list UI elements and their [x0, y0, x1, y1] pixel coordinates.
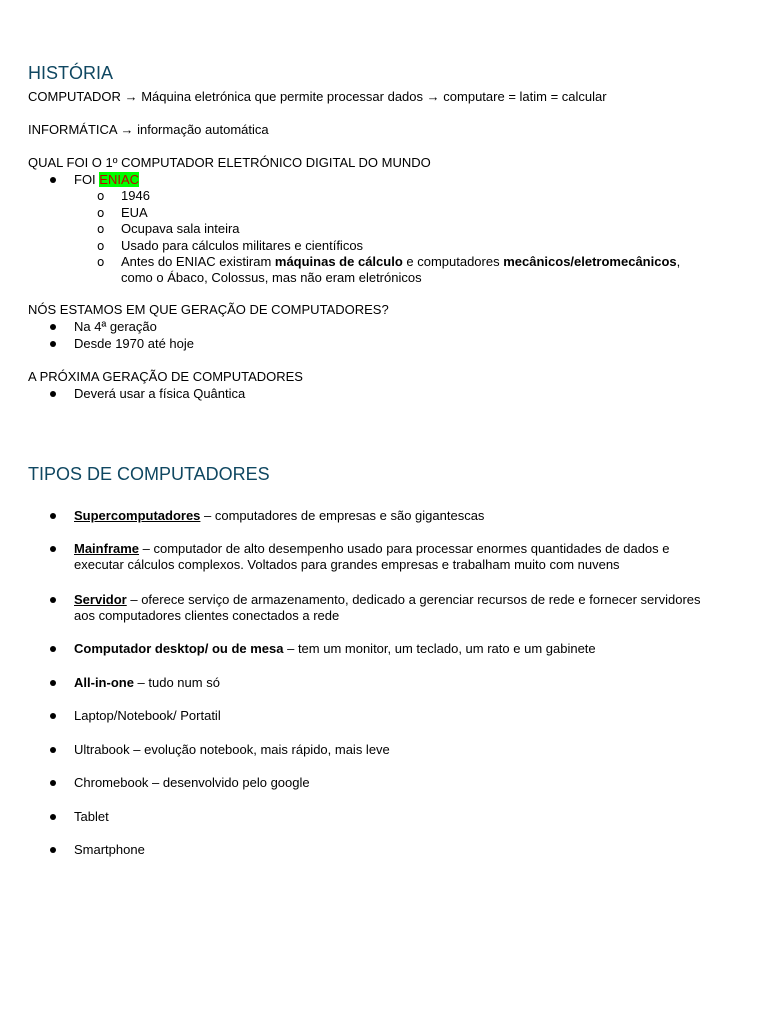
bullet-icon [50, 847, 56, 853]
section-title-historia: HISTÓRIA [28, 63, 114, 83]
type-item-supercomputadores: Supercomputadores – computadores de empresas e são gigantescas [74, 508, 485, 523]
type-item-desktop: Computador desktop/ ou de mesa – tem um monitor, um teclado, um rato e um gabinete [74, 641, 596, 656]
informatica-definition: INFORMÁTICA → informação automática [28, 122, 269, 137]
bullet-icon [50, 680, 56, 686]
bullet-icon [50, 597, 56, 603]
arrow-icon: → [426, 89, 440, 104]
first-computer-answer: FOI ENIAC [74, 172, 140, 187]
bullet-icon [50, 646, 56, 652]
arrow-icon: → [124, 89, 138, 104]
type-item-tablet: Tablet [74, 809, 109, 824]
sub-bullet-icon: o [97, 255, 105, 269]
next-generation-question: A PRÓXIMA GERAÇÃO DE COMPUTADORES [28, 369, 303, 384]
type-item-all-in-one: All-in-one – tudo num só [74, 675, 220, 690]
type-item-servidor-cont: aos computadores clientes conectados a rede [74, 608, 340, 623]
type-item-laptop: Laptop/Notebook/ Portatil [74, 708, 221, 723]
eniac-detail: 1946 [121, 188, 150, 203]
bullet-icon [50, 814, 56, 820]
sub-bullet-icon: o [97, 206, 105, 220]
type-item-ultrabook: Ultrabook – evolução notebook, mais rápido, mais leve [74, 742, 390, 757]
type-item-smartphone: Smartphone [74, 842, 145, 857]
eniac-detail: Ocupava sala inteira [121, 221, 240, 236]
first-computer-question: QUAL FOI O 1º COMPUTADOR ELETRÓNICO DIGITAL DO MUNDO [28, 155, 431, 170]
generation-answer: Desde 1970 até hoje [74, 336, 194, 351]
eniac-detail: EUA [121, 205, 148, 220]
eniac-detail: Usado para cálculos militares e científicos [121, 238, 364, 253]
generation-question: NÓS ESTAMOS EM QUE GERAÇÃO DE COMPUTADORES? [28, 302, 389, 317]
type-item-mainframe: Mainframe – computador de alto desempenho usado para processar enormes quantidades de dados e [74, 541, 670, 556]
bullet-icon [50, 747, 56, 753]
next-generation-answer: Deverá usar a física Quântica [74, 386, 246, 401]
generation-answer: Na 4ª geração [74, 319, 157, 334]
bullet-icon [50, 324, 56, 330]
bullet-icon [50, 713, 56, 719]
eniac-predecessors-cont: como o Ábaco, Colossus, mas não eram eletrónicos [121, 270, 422, 285]
bullet-icon [50, 177, 56, 183]
bullet-icon [50, 546, 56, 552]
eniac-highlight: ENIAC [99, 172, 140, 187]
sub-bullet-icon: o [97, 189, 105, 203]
bullet-icon [50, 780, 56, 786]
eniac-predecessors: Antes do ENIAC existiram máquinas de cálculo e computadores mecânicos/eletromecânicos, [121, 254, 681, 269]
bullet-icon [50, 513, 56, 519]
bullet-icon [50, 341, 56, 347]
bullet-icon [50, 391, 56, 397]
type-item-chromebook: Chromebook – desenvolvido pelo google [74, 775, 310, 790]
sub-bullet-icon: o [97, 239, 105, 253]
arrow-icon: → [120, 122, 134, 137]
computador-definition: COMPUTADOR → Máquina eletrónica que permite processar dados → computare = latim = calcular [28, 89, 607, 104]
type-item-servidor: Servidor – oferece serviço de armazenamento, dedicado a gerenciar recursos de rede e fornecer servidores [74, 592, 701, 607]
type-item-mainframe-cont: executar cálculos complexos. Voltados para grandes empresas e trabalham muito com nuvens [74, 557, 620, 572]
sub-bullet-icon: o [97, 222, 105, 236]
section-title-tipos: TIPOS DE COMPUTADORES [28, 464, 270, 484]
